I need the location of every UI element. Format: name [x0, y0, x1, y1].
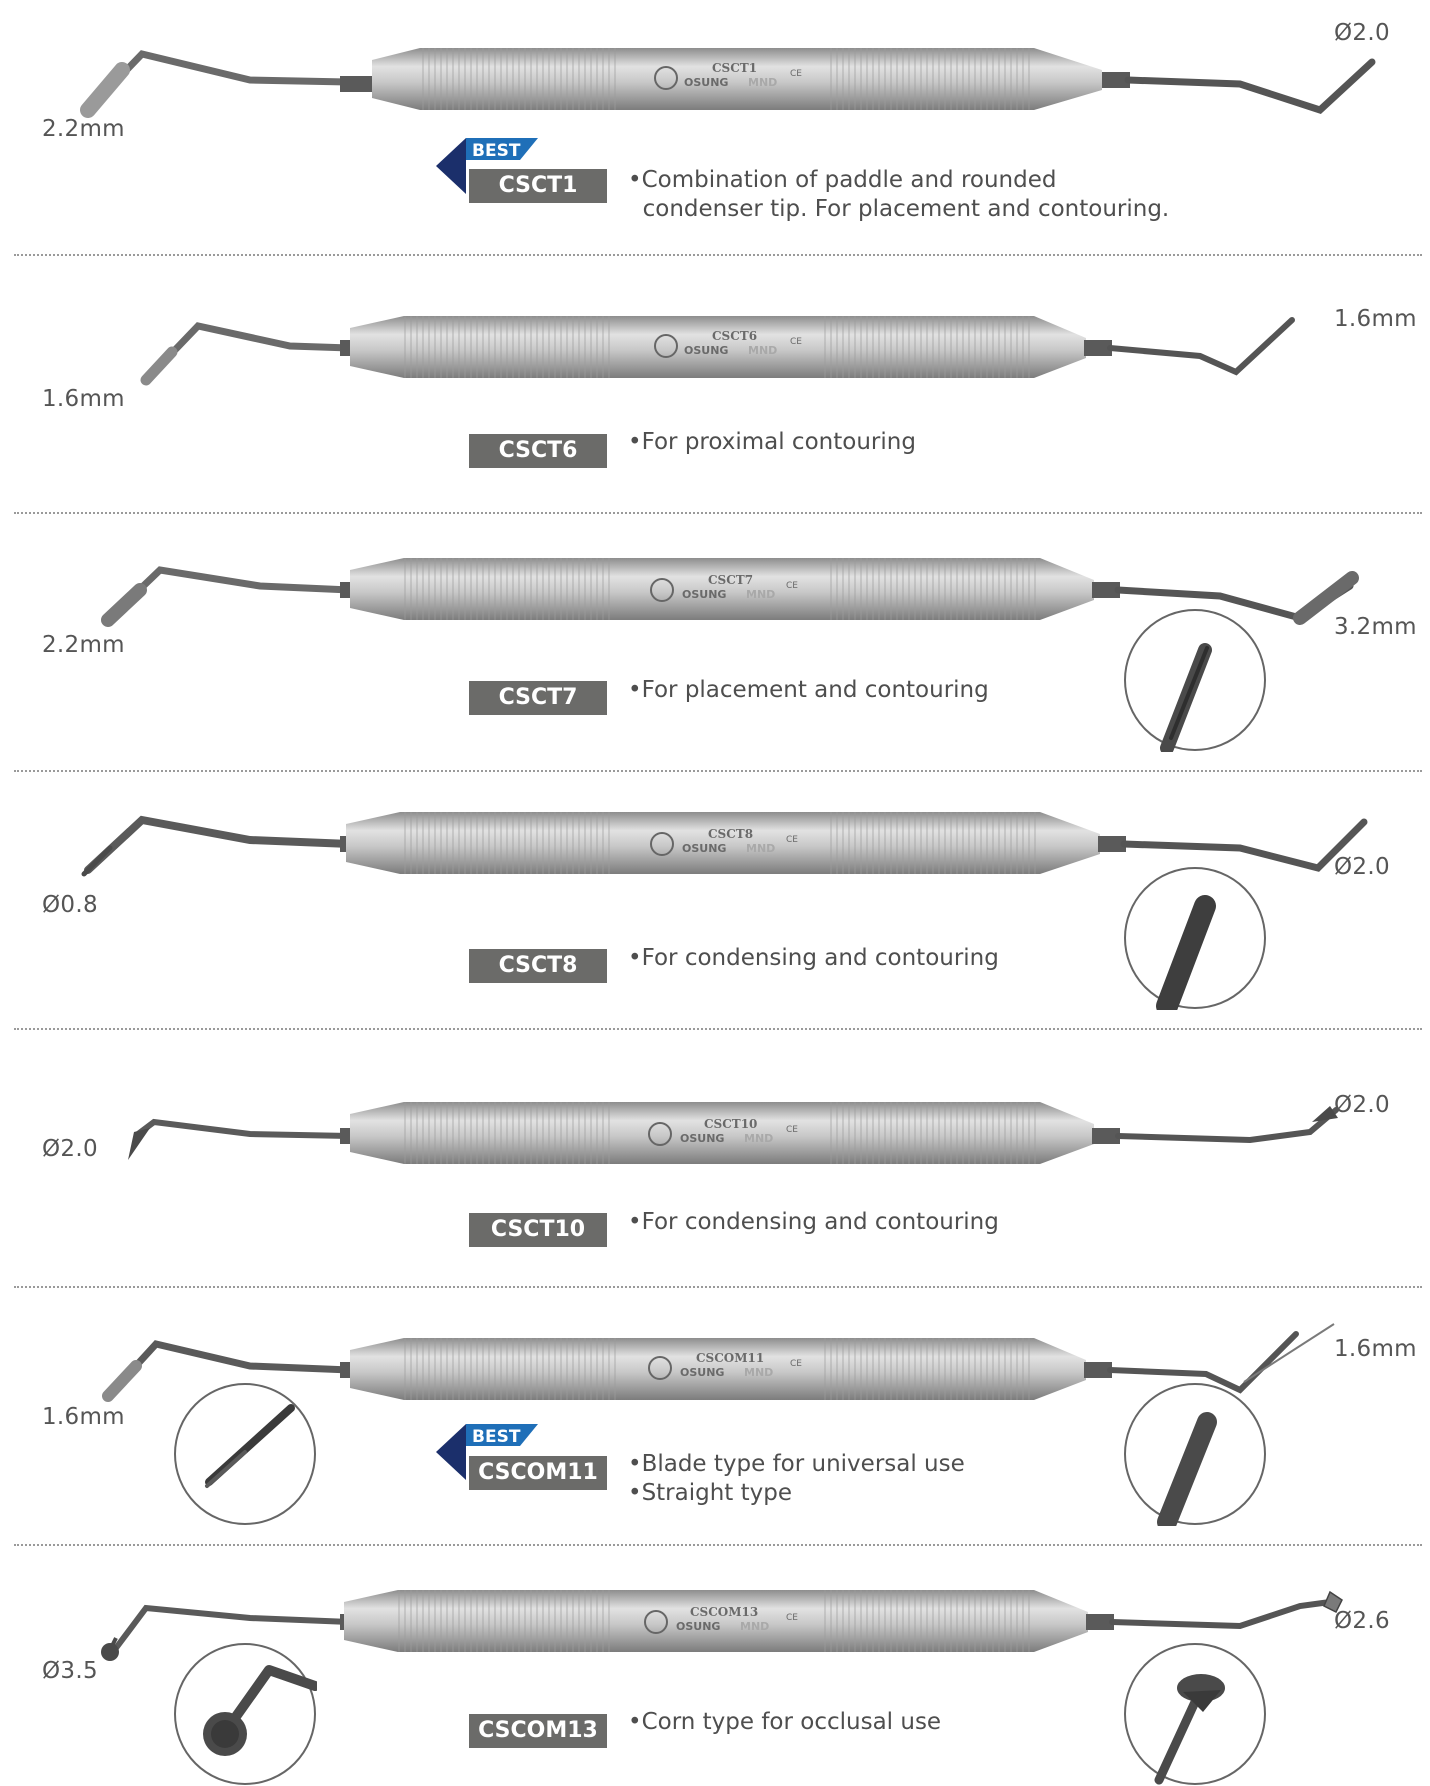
left-tip-size: 1.6mm — [42, 1404, 125, 1430]
instrument-image — [0, 308, 1430, 428]
engraving-code: CSCT6 — [712, 329, 758, 343]
product-description — [628, 944, 999, 973]
product-code: CSCT6 — [469, 434, 607, 468]
ce-mark: CE — [790, 1359, 802, 1369]
right-tip-size: Ø2.0 — [1334, 1092, 1390, 1118]
engraving-code: CSCT8 — [708, 827, 754, 841]
engraving-brand: OSUNG — [676, 1620, 721, 1633]
best-label: BEST — [472, 141, 521, 161]
ce-mark: CE — [786, 581, 798, 591]
engraving-mnd: MND — [746, 588, 776, 601]
left-tip-size: 2.2mm — [42, 632, 125, 658]
tip-zoom-circle — [1123, 1382, 1267, 1526]
product-description — [628, 428, 916, 457]
description-line: •For placement and contouring — [628, 677, 989, 703]
engraving-code: CSCT7 — [708, 573, 754, 587]
right-tip-size: Ø2.0 — [1334, 854, 1390, 880]
engraving-mnd: MND — [746, 842, 776, 855]
ce-mark: CE — [786, 1125, 798, 1135]
description-line: •Blade type for universal use — [628, 1451, 965, 1477]
ce-mark: CE — [786, 1613, 798, 1623]
description-line: •For proximal contouring — [628, 429, 916, 455]
product-description — [628, 1708, 941, 1737]
right-tip-size: 1.6mm — [1334, 1336, 1417, 1362]
product-row-csct10 — [0, 1032, 1430, 1286]
product-code: CSCT8 — [469, 949, 607, 983]
divider — [14, 770, 1422, 772]
product-code: CSCT7 — [469, 681, 607, 715]
description-line: •Corn type for occlusal use — [628, 1709, 942, 1735]
tip-zoom-circle — [1123, 1642, 1267, 1786]
engraving-code: CSCT1 — [712, 61, 758, 75]
tip-zoom-circle — [1123, 866, 1267, 1010]
engraving-code: CSCOM13 — [690, 1605, 759, 1619]
divider — [14, 1286, 1422, 1288]
right-tip-size: Ø2.0 — [1334, 20, 1390, 46]
instrument-image — [0, 40, 1430, 160]
engraving-brand: OSUNG — [684, 76, 729, 89]
description-line: •For condensing and contouring — [628, 945, 999, 971]
engraving-mnd: MND — [740, 1620, 770, 1633]
ce-mark: CE — [790, 337, 802, 347]
left-tip-size: Ø3.5 — [42, 1658, 98, 1684]
product-row-csct7 — [0, 516, 1430, 770]
right-tip-size: Ø2.6 — [1334, 1608, 1390, 1634]
ce-mark: CE — [790, 69, 802, 79]
engraving-brand: OSUNG — [684, 344, 729, 357]
divider — [14, 254, 1422, 256]
tip-zoom-circle — [173, 1642, 317, 1786]
product-row-cscom13 — [0, 1548, 1430, 1784]
ce-mark: CE — [786, 835, 798, 845]
instrument-image — [0, 1092, 1430, 1212]
left-tip-size: Ø2.0 — [42, 1136, 98, 1162]
product-row-csct1 — [0, 0, 1430, 255]
right-tip-size: 1.6mm — [1334, 306, 1417, 332]
description-line: •Straight type — [628, 1480, 793, 1506]
product-description — [628, 1450, 965, 1508]
product-row-csct8 — [0, 774, 1430, 1028]
left-tip-size: 1.6mm — [42, 386, 125, 412]
tip-zoom-circle — [173, 1382, 317, 1526]
engraving-brand: OSUNG — [680, 1132, 725, 1145]
description-line: •Combination of paddle and rounded — [628, 167, 1057, 193]
divider — [14, 1028, 1422, 1030]
product-description — [628, 1208, 999, 1237]
description-line: condenser tip. For placement and contouring. — [628, 196, 1170, 222]
engraving-mnd: MND — [748, 76, 778, 89]
divider — [14, 512, 1422, 514]
divider — [14, 1544, 1422, 1546]
left-tip-size: Ø0.8 — [42, 892, 98, 918]
product-row-cscom11 — [0, 1290, 1430, 1544]
engraving-brand: OSUNG — [680, 1366, 725, 1379]
product-code: CSCOM13 — [469, 1714, 607, 1748]
product-description — [628, 166, 1169, 224]
engraving-mnd: MND — [744, 1366, 774, 1379]
best-label: BEST — [472, 1427, 521, 1447]
product-code: CSCT10 — [469, 1213, 607, 1247]
engraving-brand: OSUNG — [682, 588, 727, 601]
engraving-mnd: MND — [744, 1132, 774, 1145]
description-line: •For condensing and contouring — [628, 1209, 999, 1235]
engraving-code: CSCT10 — [704, 1117, 758, 1131]
product-code: CSCOM11 — [469, 1456, 607, 1490]
left-tip-size: 2.2mm — [42, 116, 125, 142]
engraving-mnd: MND — [748, 344, 778, 357]
engraving-brand: OSUNG — [682, 842, 727, 855]
engraving-code: CSCOM11 — [696, 1351, 765, 1365]
tip-zoom-circle — [1123, 608, 1267, 752]
right-tip-size: 3.2mm — [1334, 614, 1417, 640]
product-description — [628, 676, 989, 705]
product-row-csct6 — [0, 258, 1430, 513]
product-code: CSCT1 — [469, 169, 607, 203]
